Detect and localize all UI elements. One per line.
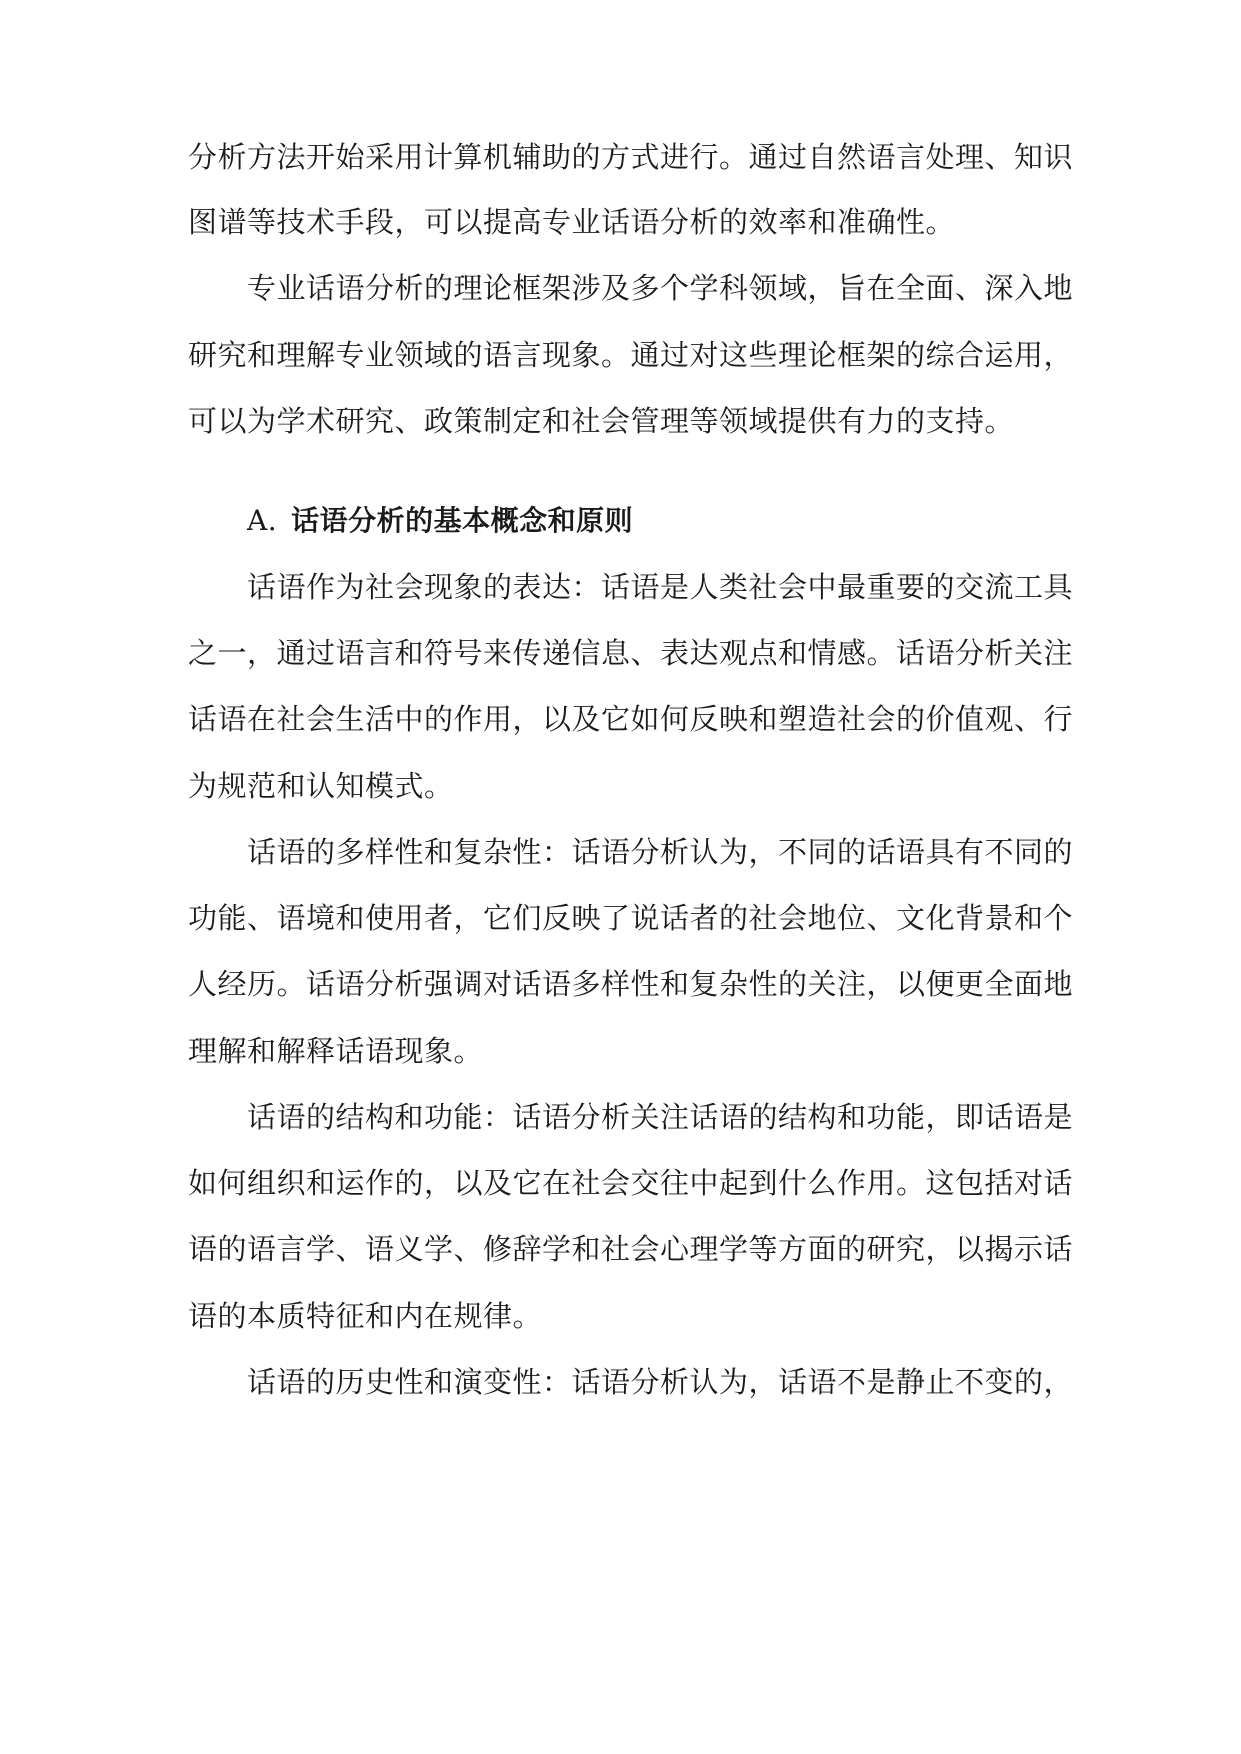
paragraph-4-line-2: 功能、语境和使用者，它们反映了说话者的社会地位、文化背景和个	[188, 901, 1074, 935]
paragraph-4-line-1: 话语的多样性和复杂性：话语分析认为，不同的话语具有不同的	[247, 835, 1074, 869]
section-heading	[247, 501, 633, 541]
paragraph-2-line-3: 可以为学术研究、政策制定和社会管理等领域提供有力的支持。	[188, 404, 1015, 438]
paragraph-6-line-1: 话语的历史性和演变性：话语分析认为，话语不是静止不变的，	[247, 1365, 1074, 1399]
paragraph-5-line-2: 如何组织和运作的，以及它在社会交往中起到什么作用。这包括对话	[188, 1166, 1074, 1200]
paragraph-5-line-4: 语的本质特征和内在规律。	[188, 1299, 543, 1333]
paragraph-1-line-2: 图谱等技术手段，可以提高专业话语分析的效率和准确性。	[188, 205, 956, 239]
paragraph-1-line-1: 分析方法开始采用计算机辅助的方式进行。通过自然语言处理、知识	[188, 140, 1074, 174]
paragraph-5-line-1: 话语的结构和功能：话语分析关注话语的结构和功能，即话语是	[247, 1100, 1074, 1134]
paragraph-5-line-3: 语的语言学、语义学、修辞学和社会心理学等方面的研究，以揭示话	[188, 1232, 1074, 1266]
paragraph-3-line-2: 之一，通过语言和符号来传递信息、表达观点和情感。话语分析关注	[188, 636, 1074, 670]
paragraph-4-line-4: 理解和解释话语现象。	[188, 1034, 484, 1068]
paragraph-2-line-1: 专业话语分析的理论框架涉及多个学科领域，旨在全面、深入地	[247, 271, 1074, 305]
section-heading-title: 话语分析的基本概念和原则	[291, 504, 634, 537]
section-heading-marker: A.	[247, 504, 278, 537]
paragraph-3-line-4: 为规范和认知模式。	[188, 769, 454, 803]
paragraph-3-line-1: 话语作为社会现象的表达：话语是人类社会中最重要的交流工具	[247, 570, 1074, 604]
paragraph-4-line-3: 人经历。话语分析强调对话语多样性和复杂性的关注，以便更全面地	[188, 967, 1074, 1001]
paragraph-2-line-2: 研究和理解专业领域的语言现象。通过对这些理论框架的综合运用，	[188, 338, 1074, 372]
paragraph-3-line-3: 话语在社会生活中的作用，以及它如何反映和塑造社会的价值观、行	[188, 702, 1074, 736]
